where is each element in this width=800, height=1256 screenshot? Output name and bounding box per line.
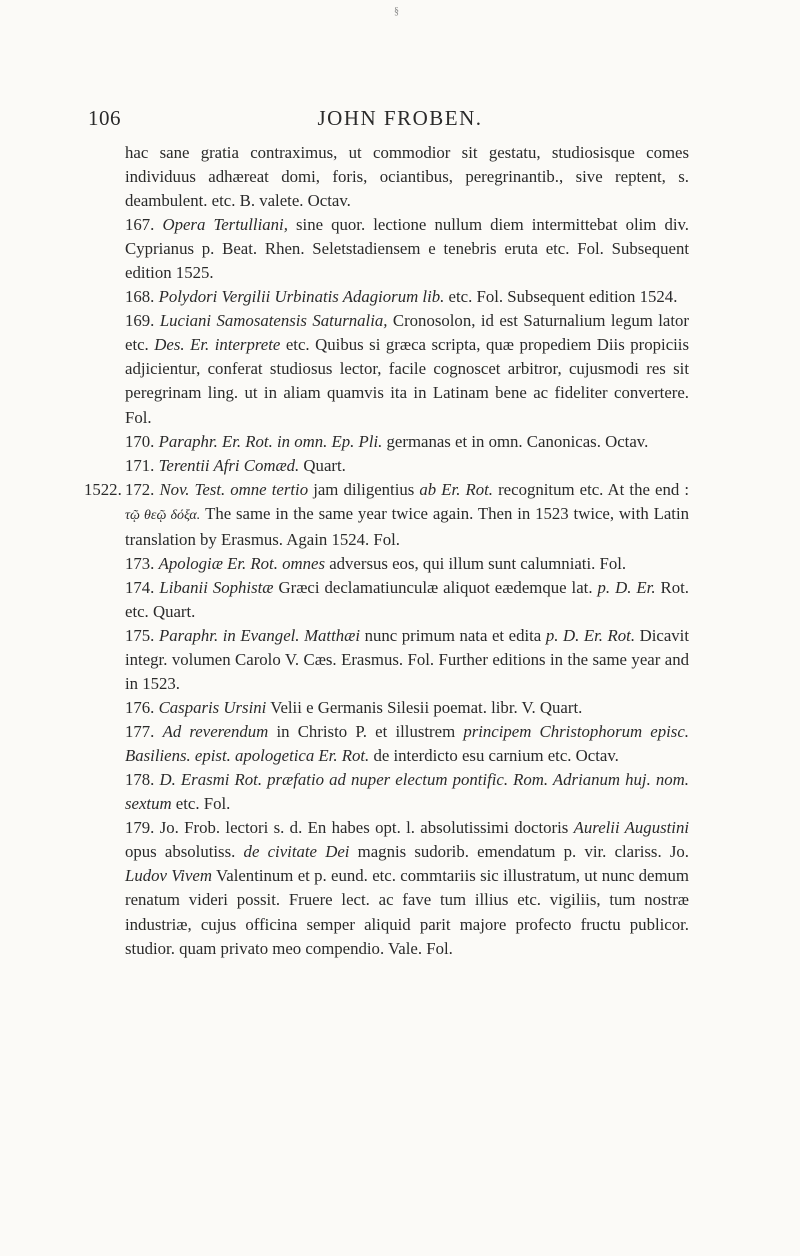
entry-number: 169. xyxy=(125,311,155,331)
entry-title: Apologiæ Er. Rot. omnes xyxy=(158,553,325,573)
entry-title: principem Christophorum episc. Basiliens. epist. apologetica Er. Rot. xyxy=(125,722,689,766)
entry-text: etc. Fol. xyxy=(171,794,231,814)
entry-text: etc. Fol. Subsequent edition 1524. xyxy=(444,287,678,307)
entry-171 xyxy=(125,454,689,478)
entry-title: de civitate Dei xyxy=(243,842,350,862)
entry-text: in Christo P. et illustrem xyxy=(268,722,464,742)
entry-number: 168. xyxy=(125,287,155,307)
entry-text: jam diligentius xyxy=(308,479,420,499)
greek-colophon: τῷ θεῷ δόξα. xyxy=(125,507,201,523)
entry-174 xyxy=(125,576,689,624)
entry-title: Libanii Sophistæ xyxy=(159,577,274,597)
entry-172 xyxy=(84,478,690,552)
entry-175 xyxy=(125,624,689,696)
entry-178 xyxy=(125,768,689,816)
margin-year: 1522. xyxy=(84,479,122,499)
entry-text: Dicavit integr. volumen Carolo V. Cæs. Erasmus. Fol. Further editions in the same year and in 1523. xyxy=(125,625,689,694)
page-body xyxy=(84,141,690,961)
entry-title: Nov. Test. omne tertio xyxy=(159,479,309,499)
entry-text: Græci declamatiunculæ aliquot eædemque lat. xyxy=(273,577,598,597)
entry-168 xyxy=(125,285,689,309)
entry-text: Rot. etc. Quart. xyxy=(125,577,689,621)
entry-number: 176. xyxy=(125,698,155,718)
entry-title: Ludov Vivem xyxy=(125,866,212,886)
entry-177 xyxy=(125,720,689,768)
entry-title: Paraphr. Er. Rot. in omn. Ep. Pli. xyxy=(158,431,383,451)
entry-text: de interdicto esu carnium etc. Octav. xyxy=(369,746,619,766)
entry-title: Luciani Samosatensis Saturnalia, xyxy=(159,311,388,331)
entry-text: Quart. xyxy=(299,455,346,475)
entry-text: Cronosolon, id est Saturnalium legum lator etc. xyxy=(125,311,689,355)
entry-title: Des. Er. interprete xyxy=(154,335,281,355)
entry-text: opus absolutiss. xyxy=(125,842,244,862)
page-number: 106 xyxy=(88,106,121,130)
entry-text: recognitum etc. At the end : xyxy=(493,479,689,499)
entry-number: 174. xyxy=(125,577,155,597)
entry-text: Jo. Frob. lectori s. d. En habes opt. l. absolutissimi doctoris xyxy=(154,818,574,838)
entry-text: etc. Quibus si græca scripta, quæ propediem Diis propiciis adjicientur, conferat studiosus lector, facile cognoscet arbitror, cujusmodi res sit peregrinam ling. ut in aliam quamvis ita in Latinam bene ac fideliter convertere. Fol. xyxy=(125,335,689,427)
entry-text: Valentinum et p. eund. etc. commtariis sic illustratum, ut nunc demum renatum videri possit. Fruere lect. ac fave tum illius etc. vigiliis, tum nostræ industriæ, cujus officina semper aliquid parit majore profecto fructu publicor. studior. quam privato meo compendio. Vale. Fol. xyxy=(125,866,689,958)
entry-number: 175. xyxy=(125,625,155,645)
entry-176 xyxy=(125,696,689,720)
entry-number: 178. xyxy=(125,770,155,790)
entry-title: Ad reverendum xyxy=(162,722,269,742)
entry-number: 179. xyxy=(125,818,155,838)
entry-number: 170. xyxy=(125,431,155,451)
entry-number: 172. xyxy=(125,479,155,499)
entry-text: Velii e Germanis Silesii poemat. libr. V. Quart. xyxy=(266,698,583,718)
entry-number: 177. xyxy=(125,722,155,742)
entry-169 xyxy=(125,309,689,429)
entry-173 xyxy=(125,552,689,576)
entry-text: sine quor. lectione nullum diem intermittebat olim div. Cyprianus p. Beat. Rhen. Seletstadiensem e tenebris eruta etc. Fol. Subsequent edition 1525. xyxy=(125,215,689,283)
entry-number: 167. xyxy=(125,215,155,235)
entry-number: 173. xyxy=(125,553,155,573)
entry-167 xyxy=(125,213,689,285)
entry-title: Casparis Ursini xyxy=(158,698,267,718)
entry-title: Opera Tertulliani, xyxy=(162,215,288,235)
entry-title: D. Erasmi Rot. præfatio ad nuper electum pontific. Rom. Adrianum huj. nom. sextum xyxy=(125,770,689,814)
entry-title: ab Er. Rot. xyxy=(419,479,493,499)
entry-title: p. D. Er. xyxy=(597,577,656,597)
entry-title: Paraphr. in Evangel. Matthæi xyxy=(158,625,361,645)
entry-number: 171. xyxy=(125,455,155,475)
entry-text: adversus eos, qui illum sunt calumniati. Fol. xyxy=(325,553,627,573)
continuation-paragraph: hac sane gratia contraximus, ut commodior sit gestatu, studiosisque comes individuus adhæreat domi, foris, ociantibus, peregrinantib., sive reptent, s. deambulent. etc. B. valete. Octav. xyxy=(125,143,689,211)
entry-title: p. D. Er. Rot. xyxy=(545,625,636,645)
entry-170 xyxy=(125,430,689,454)
entry-text: nunc primum nata et edita xyxy=(360,625,546,645)
entry-title: Polydori Vergilii Urbinatis Adagiorum lib. xyxy=(158,287,445,307)
entry-title: Terentii Afri Comæd. xyxy=(158,455,300,475)
entry-179 xyxy=(125,816,689,960)
entry-text: germanas et in omn. Canonicas. Octav. xyxy=(382,431,649,451)
entry-title: Aurelii Augustini xyxy=(573,818,689,838)
entry-text: The same in the same year twice again. Then in 1523 twice, with Latin translation by Erasmus. Again 1524. Fol. xyxy=(125,503,690,549)
running-title: JOHN FROBEN. xyxy=(317,106,483,130)
entry-text: magnis sudorib. emendatum p. vir. clariss. Jo. xyxy=(349,842,689,862)
top-mark: § xyxy=(394,6,399,17)
